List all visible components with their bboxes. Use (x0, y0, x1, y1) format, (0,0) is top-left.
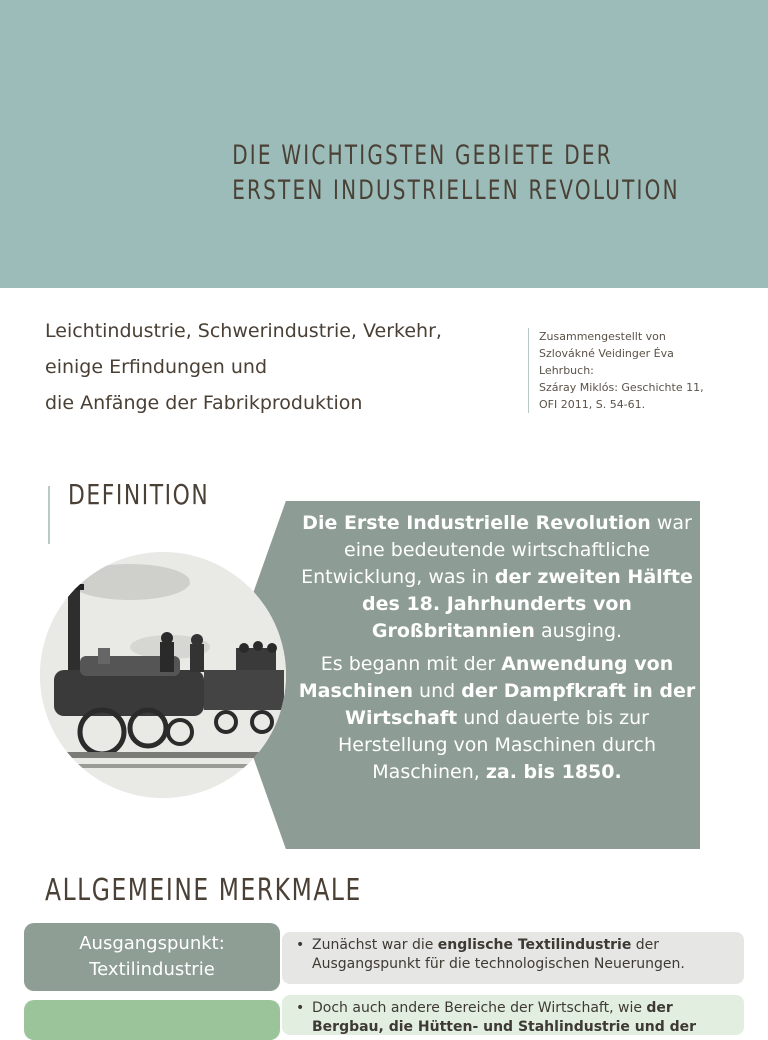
merkmal-2-bullet: • (296, 1000, 305, 1016)
merkmal-1-bold: englische Textilindustrie (437, 937, 632, 953)
definition-text (290, 510, 704, 792)
source-line-5: OFI 2011, S. 54-61. (539, 398, 646, 411)
subtitle-line-3: die Anfänge der Fabrikproduktion (45, 392, 363, 414)
definition-paragraph-2 (290, 651, 704, 786)
merkmal-1-bullet: • (296, 937, 305, 953)
definition-text-2: ausging. (534, 620, 623, 642)
definition-heading: DEFINITION (68, 478, 210, 511)
merkmal-2-bold: der Bergbau, die Hütten- und Stahlindustrie und der (312, 1000, 697, 1035)
definition-text-4: und (413, 680, 462, 702)
definition-accent-bar (48, 486, 50, 544)
subtitle-line-2: einige Erfindungen und (45, 356, 268, 378)
merkmal-1-text-b: der Ausgangspunkt für die technologischen Neuerungen. (312, 937, 685, 972)
subtitle (45, 313, 515, 421)
merkmal-2-text (282, 995, 744, 1035)
merkmal-2-label (24, 1000, 280, 1040)
definition-text-5: und dauerte bis zur Herstellung von Maschinen durch Maschinen, (337, 707, 657, 783)
merkmal-2-text-a: Doch auch andere Bereiche der Wirtschaft, wie (312, 1000, 647, 1016)
subtitle-line-1: Leichtindustrie, Schwerindustrie, Verkehr, (45, 320, 442, 342)
definition-paragraph-1 (290, 510, 704, 645)
locomotive-illustration (40, 552, 286, 798)
source-line-3: Lehrbuch: (539, 364, 594, 377)
definition-bold-1: Die Erste Industrielle Revolution (302, 512, 651, 534)
source-line-2: Szlovákné Veidinger Éva (539, 347, 674, 360)
merkmal-1-label: Ausgangspunkt: Textilindustrie (24, 923, 280, 991)
title-line-2: ERSTEN INDUSTRIELLEN REVOLUTION (232, 175, 680, 206)
locomotive-photo (40, 552, 286, 798)
definition-bold-5: za. bis 1850. (485, 761, 622, 783)
source-line-4: Száray Miklós: Geschichte 11, (539, 381, 704, 394)
merkmal-1-text-a: Zunächst war die (312, 937, 438, 953)
title-line-1: DIE WICHTIGSTEN GEBIETE DER (232, 140, 613, 171)
definition-text-1: war eine bedeutende wirtschaftliche Entwicklung, was in (301, 512, 692, 588)
source-line-1: Zusammengestellt von (539, 330, 666, 343)
merkmale-heading: ALLGEMEINE MERKMALE (45, 873, 362, 908)
source-note (528, 328, 739, 413)
definition-text-3: Es begann mit der (320, 653, 502, 675)
definition-bold-3: Anwendung von Maschinen (298, 653, 674, 702)
definition-bold-2: der zweiten Hälfte des 18. Jahrhunderts von Großbritannien (362, 566, 693, 642)
merkmal-1-text (282, 932, 744, 984)
page-title (232, 138, 680, 208)
definition-bold-4: der Dampfkraft in der Wirtschaft (345, 680, 696, 729)
